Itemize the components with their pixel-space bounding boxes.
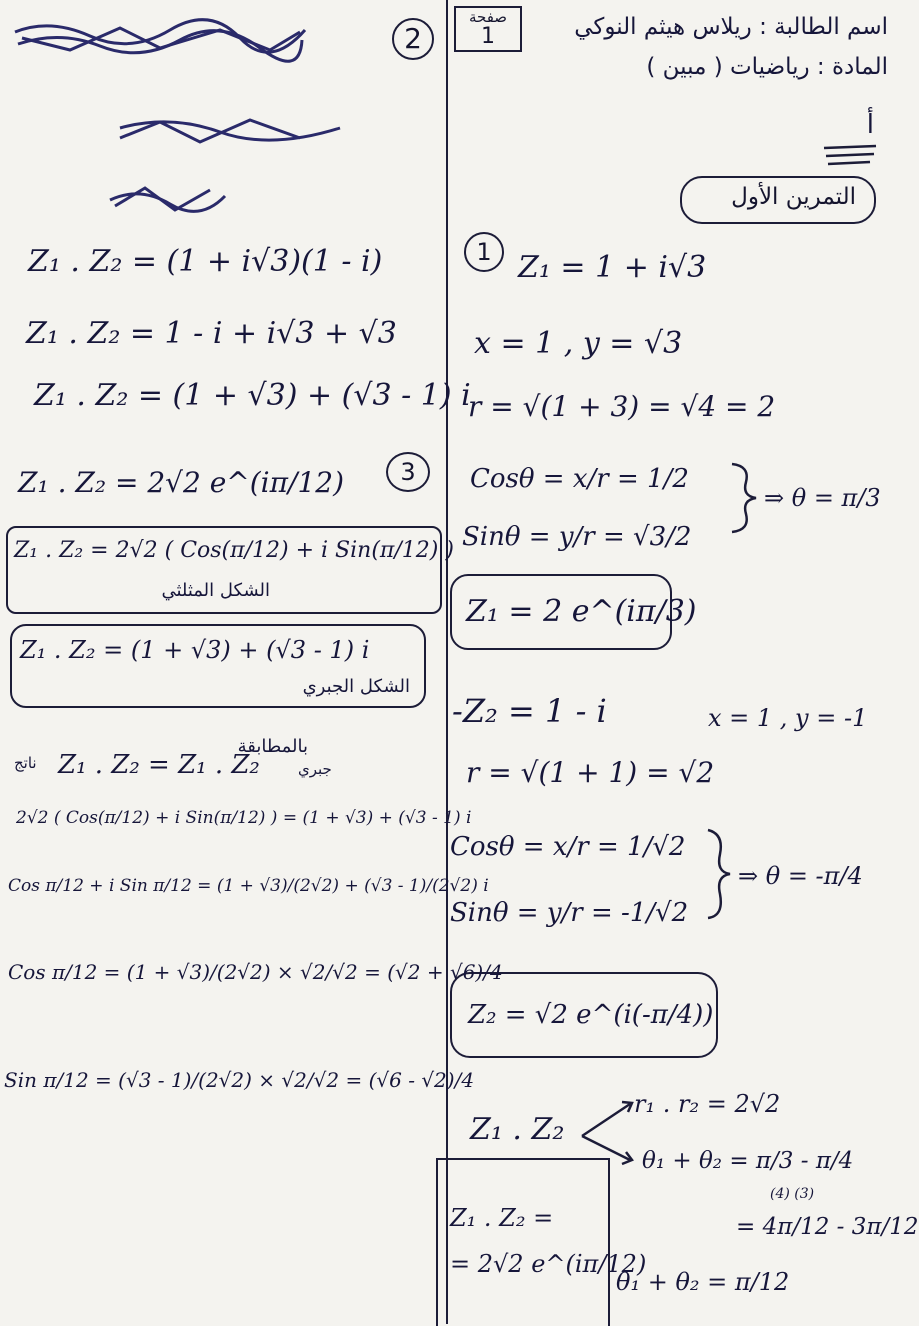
- z2-exponential: Z₂ = √2 e^(i(-π/4)): [468, 1000, 714, 1030]
- product-expanded: Z₁ . Z₂ = 1 - i + i√3 + √3: [26, 316, 397, 351]
- product-result-label: Z₁ . Z₂ =: [450, 1204, 554, 1232]
- exercise-title: التمرين الأول: [731, 184, 856, 210]
- trig-form: Z₁ . Z₂ = 2√2 ( Cos(π/12) + i Sin(π/12) ): [14, 538, 454, 563]
- argument-result: θ₁ + θ₂ = π/12: [616, 1268, 790, 1296]
- algebraic-form: Z₁ . Z₂ = (1 + √3) + (√3 - 1) i: [20, 636, 370, 664]
- z1-exponential-box: [450, 574, 697, 650]
- question-1-number: 1: [476, 238, 492, 266]
- argument-factors: (4) (3): [770, 1186, 815, 1202]
- cos-theta-1: Cosθ = x/r = 1/2: [470, 464, 689, 494]
- question-1-circle: [464, 232, 504, 272]
- trig-form-label: الشكل المثلثي: [161, 580, 270, 601]
- column-divider: [446, 0, 448, 1324]
- algebraic-form-box: [10, 624, 426, 708]
- argument-sum: θ₁ + θ₂ = π/3 - π/4: [642, 1148, 854, 1174]
- page-number: 1: [481, 24, 495, 49]
- matching-label: بالمطابقة: [237, 736, 308, 757]
- question-3-number: 3: [400, 458, 416, 486]
- sheet-number: 2: [404, 22, 422, 55]
- algebraic-form-label: الشكل الجبري: [302, 676, 410, 697]
- z1-exponential: Z₁ = 2 e^(iπ/3): [466, 594, 697, 629]
- matching-suffix: جبري: [298, 760, 332, 778]
- z2-definition: -Z₂ = 1 - i: [452, 692, 607, 730]
- sin-pi-over-12: Sin π/12 = (√3 - 1)/(2√2) × √2/√2 = (√6 - √2)/4: [4, 1068, 475, 1092]
- cos-pi-over-12: Cos π/12 = (1 + √3)/(2√2) × √2/√2 = (√2 + √6)/4: [8, 960, 503, 984]
- z2-exponential-box: [450, 972, 718, 1058]
- matching-line: Z₁ . Z₂ = Z₁ . Z₂: [58, 750, 260, 780]
- product-algebraic: Z₁ . Z₂ = (1 + √3) + (√3 - 1) i: [34, 378, 471, 413]
- argument-common: = 4π/12 - 3π/12: [736, 1214, 919, 1240]
- cos-theta-2: Cosθ = x/r = 1/√2: [450, 832, 686, 862]
- subject-line: المادة : رياضيات ( مبين ): [646, 54, 888, 80]
- underline-mark: [820, 142, 880, 168]
- theta-2-result: ⇒ θ = -π/4: [738, 862, 863, 890]
- product-result-value: = 2√2 e^(iπ/12): [450, 1250, 647, 1278]
- modulus-1: r = √(1 + 3) = √4 = 2: [468, 390, 776, 423]
- crossed-out-scribble: [10, 10, 310, 210]
- student-name: اسم الطالبة : ريلاس هيثم النوكي: [574, 14, 888, 40]
- equality-divided: Cos π/12 + i Sin π/12 = (1 + √3)/(2√2) + (√3 - 1)/(2√2) i: [8, 876, 489, 896]
- brace-icon: [726, 460, 762, 536]
- sin-theta-2: Sinθ = y/r = -1/√2: [450, 898, 689, 928]
- section-label: أ: [866, 110, 874, 140]
- question-3-circle: [386, 452, 430, 492]
- product-result-box: [436, 1158, 647, 1326]
- theta-1-result: ⇒ θ = π/3: [764, 484, 881, 512]
- sin-theta-1: Sinθ = y/r = √3/2: [462, 522, 692, 552]
- page-label: صفحة: [468, 8, 508, 26]
- exercise-title-box: [680, 176, 876, 224]
- z1-definition: Z₁ = 1 + i√3: [518, 250, 707, 285]
- xy1-values: x = 1 , y = √3: [474, 326, 683, 361]
- trig-form-box: [6, 526, 454, 614]
- brace-icon: [702, 826, 736, 922]
- page-number-box: [454, 6, 522, 52]
- product-label: Z₁ . Z₂: [470, 1112, 565, 1147]
- sheet-number-circle: [392, 18, 434, 60]
- modulus-product: r₁ . r₂ = 2√2: [634, 1090, 781, 1118]
- xy2-values: x = 1 , y = -1: [708, 704, 868, 732]
- product-expression: Z₁ . Z₂ = (1 + i√3)(1 - i): [28, 244, 383, 279]
- equality-trig-algebraic: 2√2 ( Cos(π/12) + i Sin(π/12) ) = (1 + √3) + (√3 - 1) i: [16, 808, 472, 828]
- matching-prefix: ناتج: [14, 754, 37, 772]
- product-exponential: Z₁ . Z₂ = 2√2 e^(iπ/12): [18, 466, 344, 499]
- modulus-2: r = √(1 + 1) = √2: [466, 756, 715, 789]
